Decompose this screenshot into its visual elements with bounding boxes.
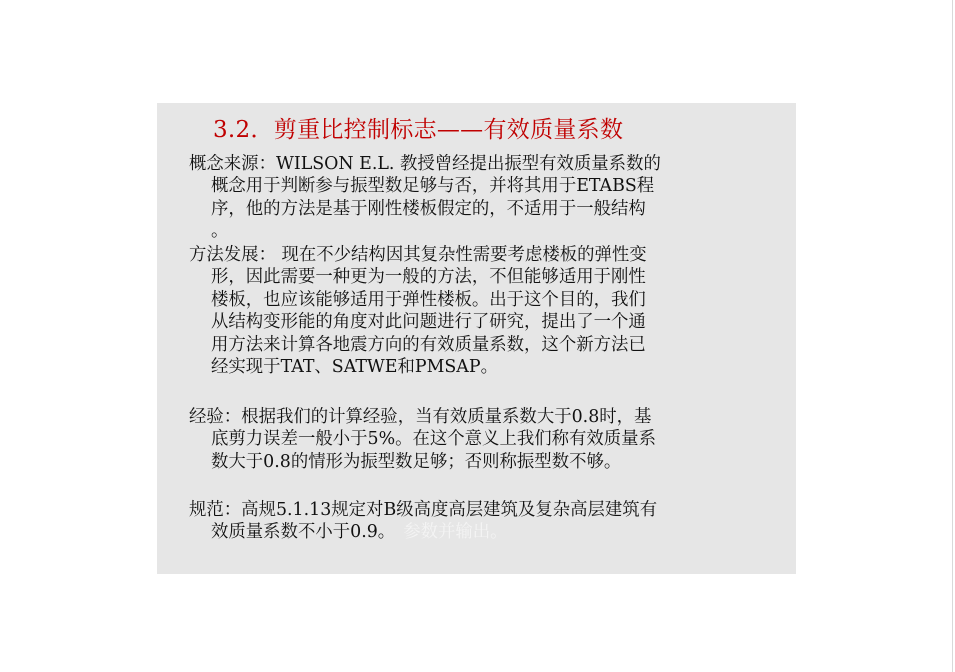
text-line: 数大于0.8的情形为振型数足够；否则称振型数不够。 [211,451,622,472]
paragraph-code-requirement [189,499,769,544]
slide-title: 3.2．剪重比控制标志——有效质量系数 [213,117,624,143]
text-line [189,521,769,543]
text-line: 概念来源：WILSON E.L. 教授曾经提出振型有效质量系数的 [189,154,661,174]
paragraph-method-development [189,244,769,378]
paragraph-experience [189,406,769,473]
text-line: 用方法来计算各地震方向的有效质量系数，这个新方法已 [211,334,646,355]
text-line: 形，因此需要一种更为一般的方法，不但能够适用于刚性 [211,267,646,288]
text-line: 经验：根据我们的计算经验，当有效质量系数大于0.8时，基 [189,407,652,427]
text-line: 底剪力误差一般小于5%。在这个意义上我们称有效质量系 [211,429,656,450]
text-line: 概念用于判断参与振型数足够与否，并将其用于ETABS程 [211,176,655,197]
text-line: 方法发展： 现在不少结构因其复杂性需要考虑楼板的弹性变 [189,245,647,265]
text-line: 从结构变形能的角度对此问题进行了研究，提出了一个通 [211,312,646,333]
text-line: 。 [211,221,229,242]
text-line: 楼板，也应该能够适用于弹性楼板。出于这个目的，我们 [211,289,646,310]
text-line-content: 效质量系数不小于0.9。 [211,522,396,543]
paragraph-concept-source [189,153,769,243]
page-edge-line [952,0,953,672]
text-line: 规范：高规5.1.13规定对B级高度高层建筑及复杂高层建筑有 [189,500,658,520]
faded-overlay-text: 参数并输出。 [403,522,508,543]
text-line: 经实现于TAT、SATWE和PMSAP。 [211,357,498,378]
slide [157,103,796,574]
text-line: 序，他的方法是基于刚性楼板假定的，不适用于一般结构 [211,198,646,219]
